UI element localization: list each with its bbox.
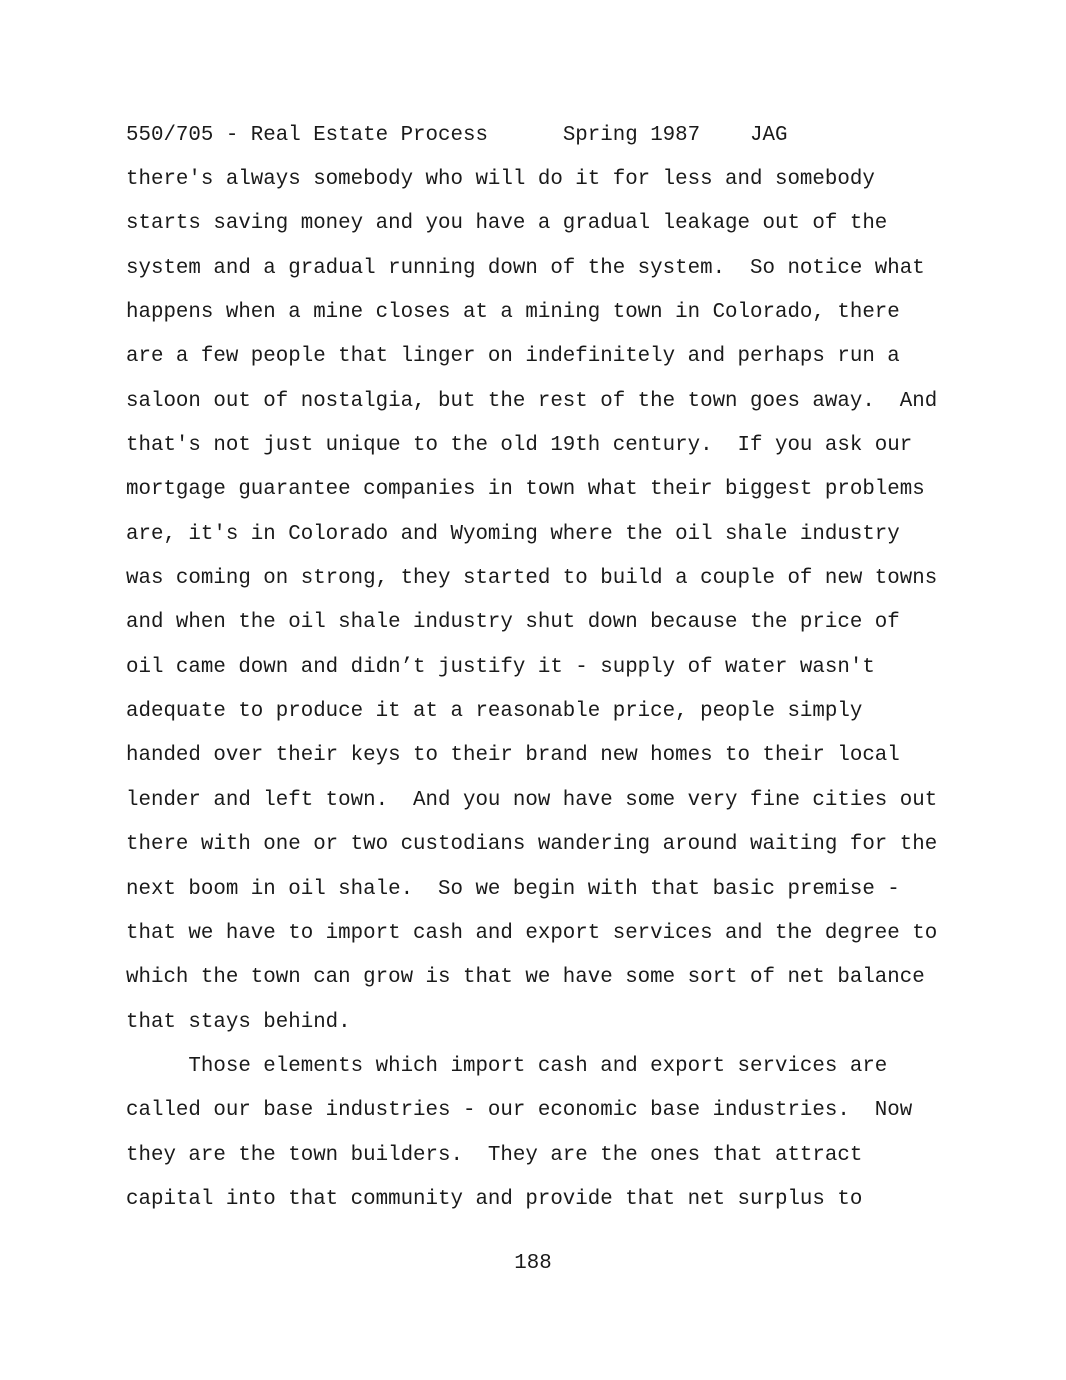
text-line: and when the oil shale industry shut down because the price of xyxy=(126,611,900,635)
text-line: system and a gradual running down of the system. So notice what xyxy=(126,256,925,280)
text-line: happens when a mine closes at a mining town in Colorado, there xyxy=(126,301,900,325)
text-line: they are the town builders. They are the ones that attract xyxy=(126,1143,863,1167)
header-initials: JAG xyxy=(750,124,788,147)
text-line: are, it's in Colorado and Wyoming where the oil shale industry xyxy=(126,522,900,546)
text-line: there with one or two custodians wandering around waiting for the xyxy=(126,833,938,857)
text-line: was coming on strong, they started to build a couple of new towns xyxy=(126,567,938,591)
body-text xyxy=(126,167,956,1231)
text-line: that we have to import cash and export services and the degree to xyxy=(126,921,938,945)
text-line: oil came down and didn’t justify it - supply of water wasn't xyxy=(126,655,875,679)
page-number: 188 xyxy=(514,1252,552,1275)
text-line: handed over their keys to their brand new homes to their local xyxy=(126,744,900,768)
text-line: lender and left town. And you now have some very fine cities out xyxy=(126,788,938,812)
header-term: Spring 1987 xyxy=(562,124,701,147)
text-line: adequate to produce it at a reasonable price, people simply xyxy=(126,700,863,724)
text-line: starts saving money and you have a gradual leakage out of the xyxy=(126,212,888,236)
text-line: saloon out of nostalgia, but the rest of the town goes away. And xyxy=(126,389,938,413)
text-line: capital into that community and provide that net surplus to xyxy=(126,1187,863,1211)
text-line: next boom in oil shale. So we begin with that basic premise - xyxy=(126,877,900,901)
text-line: which the town can grow is that we have some sort of net balance xyxy=(126,966,925,990)
text-line: mortgage guarantee companies in town what their biggest problems xyxy=(126,478,925,502)
header-course: 550/705 - Real Estate Process xyxy=(126,124,488,147)
text-line: that's not just unique to the old 19th century. If you ask our xyxy=(126,434,913,458)
text-line: there's always somebody who will do it for less and somebody xyxy=(126,168,875,191)
text-line: Those elements which import cash and export services are xyxy=(126,1054,888,1078)
page-header xyxy=(126,123,788,149)
text-line: that stays behind. xyxy=(126,1010,351,1034)
text-line: called our base industries - our economic base industries. Now xyxy=(126,1099,913,1123)
text-line: are a few people that linger on indefinitely and perhaps run a xyxy=(126,345,900,369)
